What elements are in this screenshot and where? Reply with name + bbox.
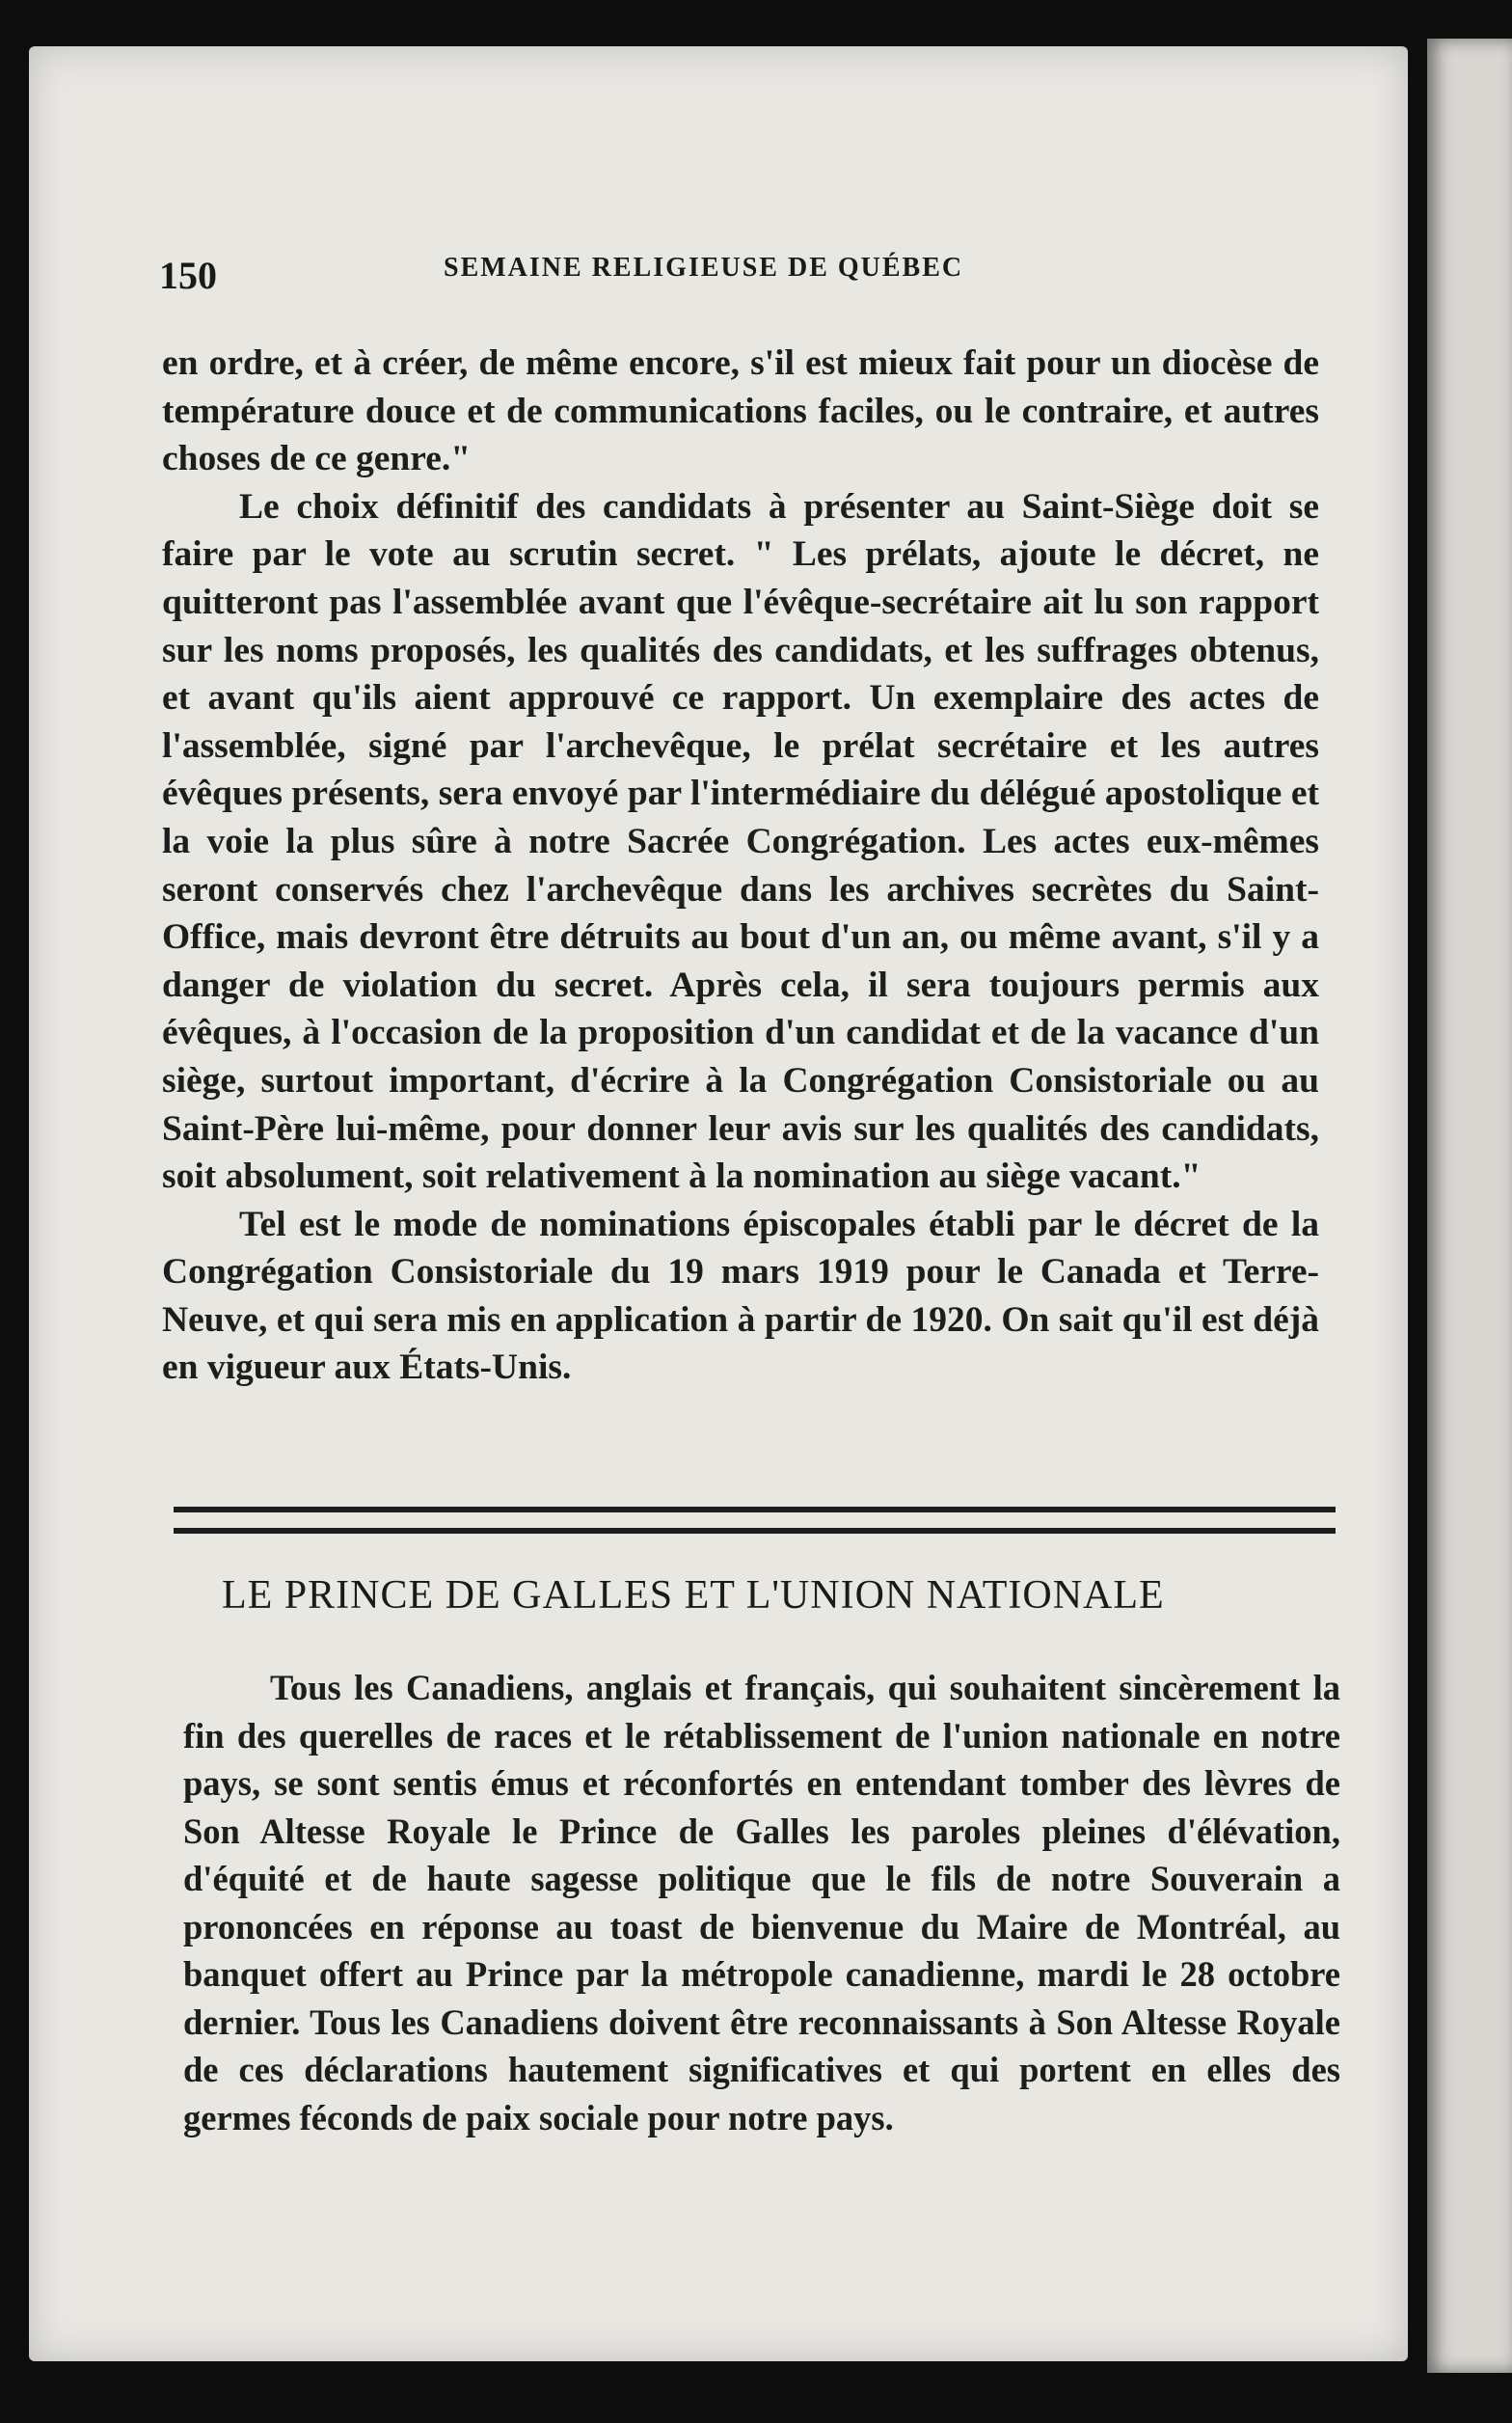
article-paragraph: Tous les Canadiens, anglais et français, qui souhaitent sincèrement la fin des querelles de races et le rétablissement de l'union nationale en notre pays, se sont sentis émus et réconfortés en entendant tomber des lèvres de Son Altesse Royale le Prince de Galles les paroles pleines d'élévation, d'équité et de haute sagesse politique que le fils de notre Souverain a prononcées en réponse au toast de bienvenue du Maire de Montréal, au banquet offert au Prince par la métropole canadienne, mardi le 28 octobre dernier. Tous les Canadiens doivent être reconnaissants à Son Altesse Royale de ces déclarations hautement significatives et qui portent en elles des germes féconds de paix sociale pour notre pays. <box>183 1668 1340 2137</box>
page-number: 150 <box>159 254 217 297</box>
paragraph-1: en ordre, et à créer, de même encore, s'il est mieux fait pour un diocèse de température douce et de communications faciles, ou le contraire, et autres choses de ce genre." <box>162 343 1319 479</box>
section-divider <box>174 1507 1336 1534</box>
new-article <box>183 1664 1340 2141</box>
continued-article <box>162 340 1319 1392</box>
paragraph-2: Le choix définitif des candidats à présenter au Saint-Siège doit se faire par le vote au scrutin secret. " Les prélats, ajoute le décret, ne quitteront pas l'assemblée avant que l'évêque-secrétaire ait lu son rapport sur les noms proposés, les qualités des candidats, et les suffrages obtenus, et avant qu'ils aient approuvé ce rapport. Un exemplaire des actes de l'assemblée, signé par l'archevêque, le prélat secrétaire et les autres évêques présents, sera envoyé par l'intermédiaire du délégué apostolique et la voie la plus sûre à notre Sacrée Congrégation. Les actes eux-mêmes seront conservés chez l'archevêque dans les archives secrètes du Saint-Office, mais devront être détruits au bout d'un an, ou même avant, s'il y a danger de violation du secret. Après cela, il sera toujours permis aux évêques, à l'occasion de la proposition d'un candidat et de la vacance d'un siège, surtout important, d'écrire à la Congrégation Consistoriale ou au Saint-Père lui-même, pour donner leur avis sur les qualités des candidats, soit absolument, soit relativement à la nomination au siège vacant." <box>162 486 1319 1197</box>
adjacent-page-edge <box>1427 39 1512 2373</box>
article-title: LE PRINCE DE GALLES ET L'UNION NATIONALE <box>222 1573 1165 1618</box>
running-title: SEMAINE RELIGIEUSE DE QUÉBEC <box>444 253 964 283</box>
paragraph-3: Tel est le mode de nominations épiscopales établi par le décret de la Congrégation Consistoriale du 19 mars 1919 pour le Canada et Terre-Neuve, et qui sera mis en application à partir de 1920. On sait qu'il est déjà en vigueur aux États-Unis. <box>162 1204 1319 1388</box>
